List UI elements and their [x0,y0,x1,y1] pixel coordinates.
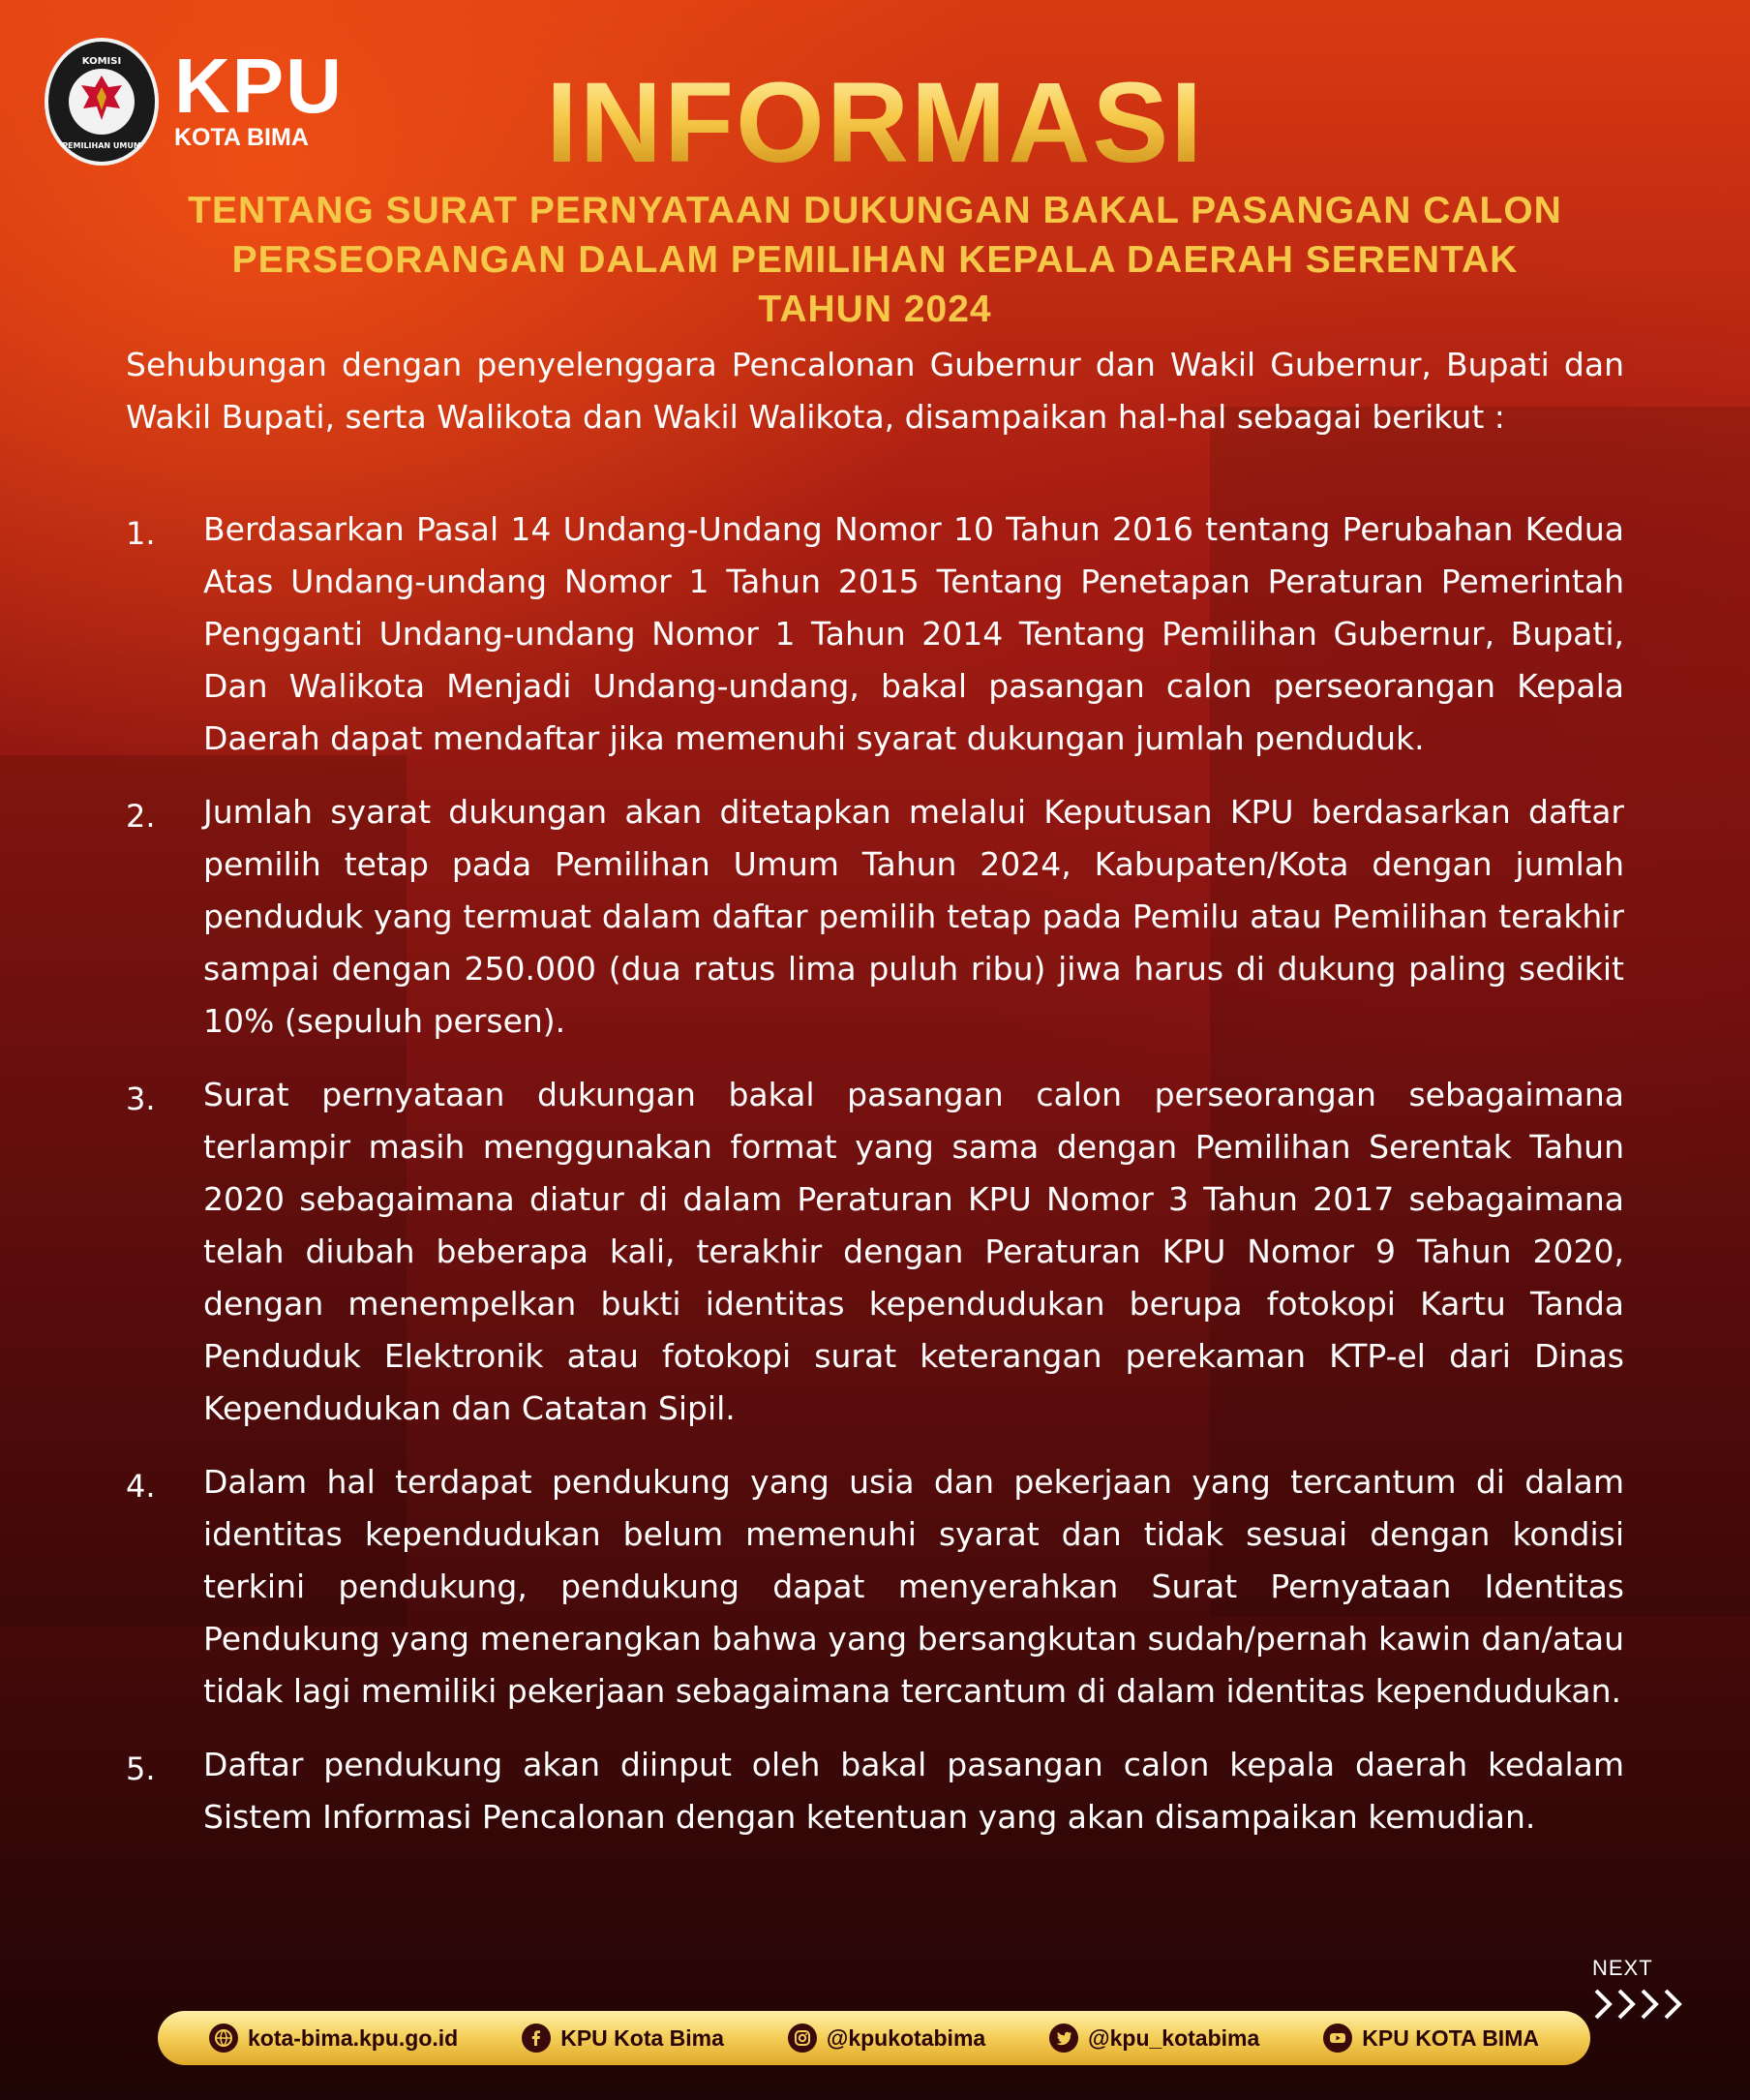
list-item-number: 1. [126,515,156,552]
footer-facebook[interactable] [522,2024,724,2053]
youtube-icon [1323,2024,1352,2053]
list-item [126,1456,1624,1718]
list-item-text: Daftar pendukung akan diinput oleh bakal pasangan calon kepala daerah kedalam Sistem Informasi Pencalonan dengan ketentuan yang akan disampaikan kemudian. [203,1746,1624,1836]
facebook-text: KPU Kota Bima [560,2024,724,2051]
list-item-text: Surat pernyataan dukungan bakal pasangan calon perseorangan sebagaimana terlampir masih menggunakan format yang sama dengan Pemilihan Serentak Tahun 2020 sebagaimana diatur di dalam Peraturan KPU Nomor 3 Tahun 2017 sebagaimana telah diubah beberapa kali, terakhir dengan Peraturan KPU Nomor 9 Tahun 2020, dengan menempelkan bukti identitas kependudukan berupa fotokopi Kartu Tanda Penduduk Elektronik atau fotokopi surat keterangan perekaman KTP-el dari Dinas Kependudukan dan Catatan Sipil. [203,1076,1624,1427]
list-item [126,1069,1624,1435]
next-button[interactable] [1592,1956,1708,2027]
list-item [126,786,1624,1048]
twitter-icon [1049,2024,1078,2053]
chevrons-right-icon [1592,1985,1701,2024]
page-subtitle [97,186,1653,334]
globe-icon [209,2024,238,2053]
instagram-text: @kpukotabima [826,2024,986,2051]
instagram-icon [788,2024,817,2053]
list-item-number: 2. [126,798,156,835]
twitter-text: @kpu_kotabima [1088,2024,1260,2051]
footer-twitter[interactable] [1049,2024,1259,2053]
list-item [126,1739,1624,1843]
list-item-number: 4. [126,1468,156,1505]
list-item-text: Dalam hal terdapat pendukung yang usia dan pekerjaan yang tercantum di dalam identitas kependudukan belum memenuhi syarat dan tidak sesuai dengan kondisi terkini pendukung, pendukung dapat menyerahkan Surat Pernyataan Identitas Pendukung yang menerangkan bahwa yang bersangkutan sudah/pernah kawin dan/atau tidak lagi memiliki pekerjaan sebagaimana tercantum di dalam identitas kependudukan. [203,1463,1624,1710]
list-item-number: 5. [126,1750,156,1787]
footer-youtube[interactable] [1323,2024,1539,2053]
youtube-text: KPU KOTA BIMA [1362,2024,1539,2051]
social-footer [158,2011,1590,2065]
facebook-icon [522,2024,551,2053]
footer-instagram[interactable] [788,2024,985,2053]
website-text: kota-bima.kpu.go.id [247,2024,459,2051]
intro-paragraph: Sehubungan dengan penyelenggara Pencalonan Gubernur dan Wakil Gubernur, Bupati dan Wakil Bupati, serta Walikota dan Wakil Walikota, disampaikan hal-hal sebagai berikut : [126,346,1624,436]
subtitle-line: TAHUN 2024 [758,289,992,330]
list-item-text: Berdasarkan Pasal 14 Undang-Undang Nomor 10 Tahun 2016 tentang Perubahan Kedua Atas Undang-undang Nomor 1 Tahun 2015 Tentang Penetapan Peraturan Pemerintah Pengganti Undang-undang Nomor 1 Tahun 2014 Tentang Pemilihan Gubernur, Bupati, Dan Walikota Menjadi Undang-undang, bakal pasangan calon perseorangan Kepala Daerah dapat mendaftar jika memenuhi syarat dukungan jumlah penduduk. [203,510,1624,757]
page-title: INFORMASI [0,60,1750,186]
list-item-text: Jumlah syarat dukungan akan ditetapkan melalui Keputusan KPU berdasarkan daftar pemilih tetap pada Pemilihan Umum Tahun 2024, Kabupaten/Kota dengan jumlah penduduk yang termuat dalam daftar pemilih tetap pada Pemilu atau Pemilihan terakhir sampai dengan 250.000 (dua ratus lima puluh ribu) jiwa harus di dukung paling sedikit 10% (sepuluh persen). [203,793,1624,1040]
subtitle-line: TENTANG SURAT PERNYATAAN DUKUNGAN BAKAL PASANGAN CALON [188,190,1562,231]
next-label: NEXT [1592,1956,1653,1980]
subtitle-line: PERSEORANGAN DALAM PEMILIHAN KEPALA DAERAH SERENTAK [231,239,1519,281]
list-item [126,503,1624,765]
footer-website[interactable] [209,2024,458,2053]
info-list [126,503,1624,1865]
list-item-number: 3. [126,1080,156,1117]
